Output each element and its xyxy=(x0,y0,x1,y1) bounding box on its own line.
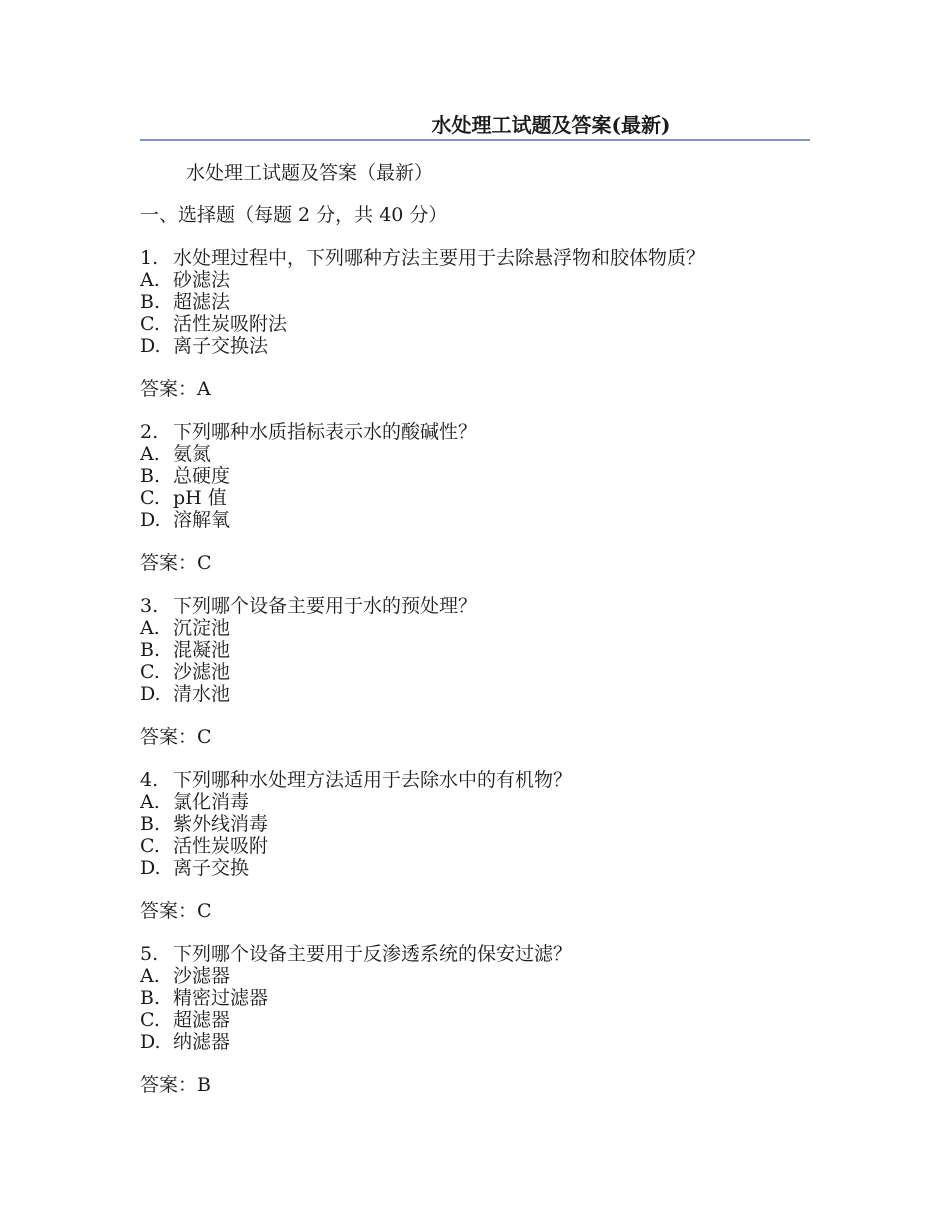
answer-line xyxy=(140,1074,810,1096)
answer-option xyxy=(140,1009,810,1031)
answer-line xyxy=(140,900,810,922)
option-text: 超滤法 xyxy=(173,291,231,313)
option-text: 离子交换法 xyxy=(173,335,269,357)
question-number: 3. xyxy=(140,595,159,617)
option-text: pH 值 xyxy=(173,487,227,509)
answer-option xyxy=(140,965,810,987)
question-block xyxy=(140,247,810,357)
answer-option xyxy=(140,813,810,835)
answer-line xyxy=(140,378,810,400)
answer-line xyxy=(140,726,810,748)
option-text: 氯化消毒 xyxy=(173,791,250,813)
answer-option xyxy=(140,291,810,313)
question-text xyxy=(140,421,810,443)
question-block xyxy=(140,421,810,531)
option-text: 沙滤器 xyxy=(173,965,231,987)
answer-option xyxy=(140,639,810,661)
option-letter: B. xyxy=(140,987,161,1009)
answer-option xyxy=(140,683,810,705)
answer-option xyxy=(140,465,810,487)
answer-option xyxy=(140,1031,810,1053)
option-letter: A. xyxy=(140,791,160,813)
option-text: 活性炭吸附 xyxy=(173,835,269,857)
document-body xyxy=(140,162,810,1117)
answer-label: 答案： xyxy=(140,726,198,748)
option-letter: A. xyxy=(140,617,160,639)
answer-value: C xyxy=(197,552,212,574)
answer-value: A xyxy=(197,378,211,400)
option-letter: B. xyxy=(140,813,161,835)
question-block xyxy=(140,595,810,705)
answer-option xyxy=(140,661,810,683)
answer-option xyxy=(140,443,810,465)
answer-option xyxy=(140,835,810,857)
option-text: 清水池 xyxy=(173,683,231,705)
answer-option xyxy=(140,509,810,531)
option-letter: D. xyxy=(140,857,161,879)
page-header-title: 水处理工试题及答案(最新) xyxy=(431,113,671,137)
question-number: 4. xyxy=(140,769,159,791)
question-text xyxy=(140,769,810,791)
answer-label: 答案： xyxy=(140,900,198,922)
question-stem: 下列哪种水质指标表示水的酸碱性？ xyxy=(173,421,478,443)
question-stem: 下列哪种水处理方法适用于去除水中的有机物？ xyxy=(173,769,573,791)
option-text: 沙滤池 xyxy=(173,661,231,683)
answer-option xyxy=(140,791,810,813)
option-letter: A. xyxy=(140,443,160,465)
option-letter: B. xyxy=(140,639,161,661)
option-letter: B. xyxy=(140,465,161,487)
question-number: 1. xyxy=(140,247,159,269)
question-stem: 下列哪个设备主要用于反渗透系统的保安过滤？ xyxy=(173,943,573,965)
question-text xyxy=(140,247,810,269)
answer-option xyxy=(140,313,810,335)
question-block xyxy=(140,943,810,1053)
option-letter: B. xyxy=(140,291,161,313)
option-text: 活性炭吸附法 xyxy=(173,313,288,335)
question-number: 2. xyxy=(140,421,159,443)
header-divider xyxy=(140,139,810,141)
question-stem: 下列哪个设备主要用于水的预处理？ xyxy=(173,595,478,617)
answer-option xyxy=(140,487,810,509)
option-text: 总硬度 xyxy=(173,465,231,487)
option-text: 离子交换 xyxy=(173,857,250,879)
question-stem: 水处理过程中，下列哪种方法主要用于去除悬浮物和胶体物质？ xyxy=(173,247,706,269)
answer-label: 答案： xyxy=(140,1074,198,1096)
option-text: 精密过滤器 xyxy=(173,987,269,1009)
question-text xyxy=(140,943,810,965)
answer-option xyxy=(140,987,810,1009)
question-number: 5. xyxy=(140,943,159,965)
option-letter: A. xyxy=(140,269,160,291)
answer-value: C xyxy=(197,726,212,748)
option-letter: C. xyxy=(140,661,160,683)
option-letter: C. xyxy=(140,487,160,509)
answer-label: 答案： xyxy=(140,378,198,400)
option-text: 砂滤法 xyxy=(173,269,231,291)
answer-option xyxy=(140,269,810,291)
option-letter: D. xyxy=(140,509,161,531)
answer-line xyxy=(140,552,810,574)
answer-value: C xyxy=(197,900,212,922)
answer-option xyxy=(140,335,810,357)
answer-option xyxy=(140,857,810,879)
option-text: 沉淀池 xyxy=(173,617,231,639)
question-block xyxy=(140,769,810,879)
option-text: 氨氮 xyxy=(173,443,212,465)
section-heading: 一、选择题（每题 2 分，共 40 分） xyxy=(140,204,448,226)
option-text: 紫外线消毒 xyxy=(173,813,269,835)
option-letter: D. xyxy=(140,1031,161,1053)
document-subtitle: 水处理工试题及答案（最新） xyxy=(186,162,434,184)
option-text: 超滤器 xyxy=(173,1009,231,1031)
option-text: 混凝池 xyxy=(173,639,231,661)
question-text xyxy=(140,595,810,617)
option-letter: C. xyxy=(140,313,160,335)
option-letter: C. xyxy=(140,1009,160,1031)
answer-label: 答案： xyxy=(140,552,198,574)
option-letter: A. xyxy=(140,965,160,987)
answer-option xyxy=(140,617,810,639)
option-letter: D. xyxy=(140,683,161,705)
option-text: 溶解氧 xyxy=(173,509,231,531)
option-letter: D. xyxy=(140,335,161,357)
option-letter: C. xyxy=(140,835,160,857)
option-text: 纳滤器 xyxy=(173,1031,231,1053)
answer-value: B xyxy=(197,1074,211,1096)
question-list xyxy=(140,247,810,1096)
